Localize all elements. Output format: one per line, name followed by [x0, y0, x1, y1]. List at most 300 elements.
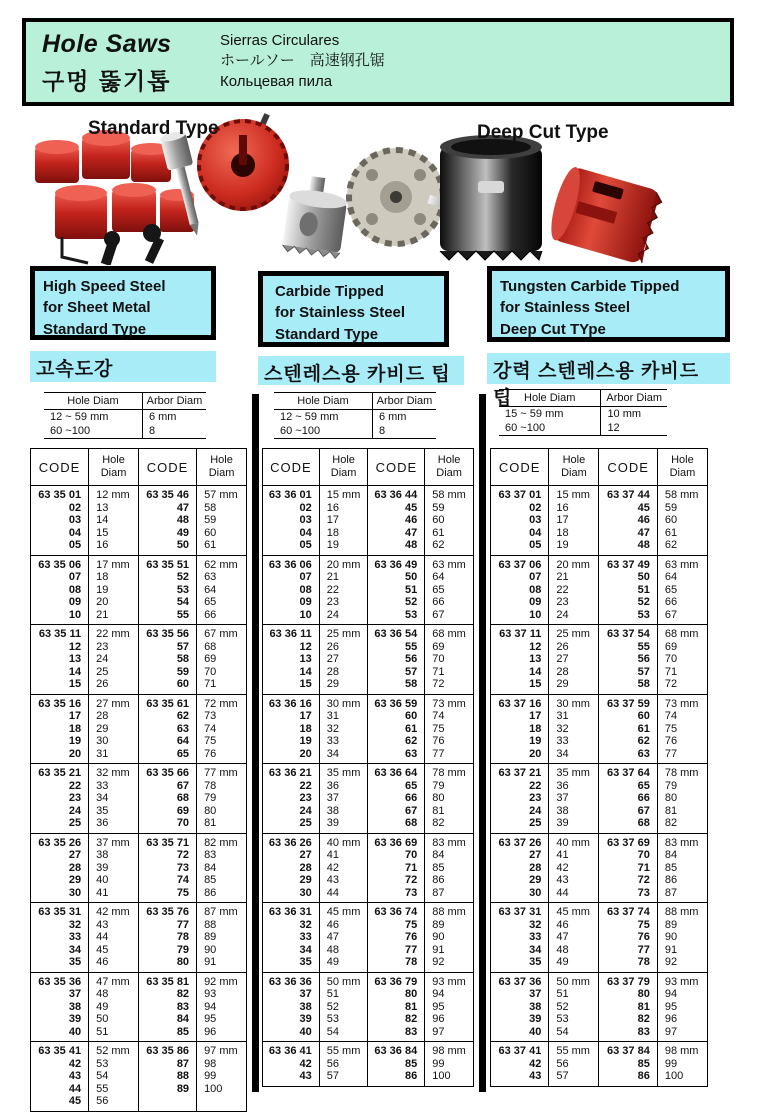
code-cell: 15 — [529, 678, 542, 690]
diam-cell: 6 mm — [372, 410, 436, 425]
table-row — [31, 1042, 247, 1058]
table-row — [263, 862, 474, 875]
code-cell: 60 ~100 — [505, 422, 546, 434]
diam-cell: 46 — [549, 919, 599, 932]
header-row — [31, 449, 247, 486]
code-cell: 10 — [68, 608, 82, 621]
code-cell: 83 — [138, 1001, 196, 1014]
section-subtitle-korean: 강력 스텐레스용 카비드 팁 — [487, 353, 730, 384]
table-row — [491, 514, 708, 527]
column-header: Arbor Diam — [142, 393, 206, 410]
code-cell: 82 — [368, 1013, 425, 1026]
table-group — [491, 486, 708, 556]
banner-titles — [26, 22, 202, 96]
diam-cell: 26 — [549, 641, 599, 654]
code-cell: 12 ~ 59 mm — [50, 411, 109, 423]
table-row — [31, 514, 247, 527]
code-cell: 70 — [138, 817, 196, 833]
standard-type-label: Standard Type — [88, 118, 219, 139]
code-cell: 63 36 06 — [268, 558, 312, 571]
code-cell: 73 — [138, 862, 196, 875]
table-row — [491, 694, 708, 710]
code-cell: 49 — [138, 527, 196, 540]
code-cell: 63 35 66 — [138, 764, 196, 780]
code-cell: 42 — [68, 1057, 82, 1070]
diam-cell: 37 mm — [89, 833, 139, 849]
diam-cell: 10 mm — [601, 407, 667, 422]
table-group — [263, 833, 474, 903]
table-row — [31, 1013, 247, 1026]
diam-cell: 67 mm — [197, 625, 247, 641]
table-row — [31, 1026, 247, 1042]
table-row — [263, 805, 474, 818]
code-cell: 22 — [529, 779, 542, 792]
table-row — [491, 571, 708, 584]
column-divider-bar — [479, 394, 486, 1092]
table-group — [44, 410, 206, 439]
table-row — [31, 956, 247, 972]
diam-cell: 16 — [89, 539, 139, 555]
table-row — [31, 596, 247, 609]
table-row — [491, 874, 708, 887]
code-cell: 73 — [368, 887, 425, 903]
code-cell: 38 — [68, 1000, 82, 1013]
table-row — [491, 539, 708, 555]
table-group — [31, 625, 247, 695]
section-subtitle-korean: 고속도강 — [30, 351, 216, 382]
code-cell: 77 — [138, 919, 196, 932]
diam-cell: 27 — [549, 653, 599, 666]
table-row — [31, 625, 247, 641]
diam-cell: 38 — [89, 849, 139, 862]
diam-cell: 43 — [319, 874, 368, 887]
code-cell: 32 — [68, 918, 82, 931]
code-cell: 71 — [368, 862, 425, 875]
table-row — [263, 666, 474, 679]
diam-cell: 39 — [89, 862, 139, 875]
table-row — [491, 1013, 708, 1026]
diam-cell: 41 — [89, 887, 139, 903]
code-cell: 84 — [138, 1013, 196, 1026]
code-cell: 81 — [599, 1001, 657, 1014]
code-cell: 46 — [368, 514, 425, 527]
header-row — [44, 393, 206, 410]
diam-cell: 100 — [657, 1070, 707, 1086]
diam-cell: 95 — [197, 1013, 247, 1026]
code-cell: 68 — [368, 817, 425, 833]
code-cell: 47 — [138, 502, 196, 515]
table-row — [31, 678, 247, 694]
code-cell: 29 — [299, 874, 312, 886]
code-cell: 38 — [529, 1000, 542, 1013]
table-row — [491, 555, 708, 571]
diam-cell: 59 — [425, 502, 474, 515]
table-group — [491, 694, 708, 764]
code-cell: 63 35 71 — [138, 833, 196, 849]
diam-cell: 29 — [89, 723, 139, 736]
code-cell: 58 — [368, 678, 425, 694]
code-cell: 32 — [299, 918, 312, 931]
diam-cell: 28 — [89, 710, 139, 723]
code-table-tungsten-carbide — [490, 448, 708, 1087]
diam-cell: 25 mm — [319, 625, 368, 641]
code-cell: 65 — [138, 748, 196, 764]
code-cell: 35 — [529, 956, 542, 968]
diam-cell: 68 mm — [425, 625, 474, 641]
diam-cell: 79 — [425, 780, 474, 793]
code-cell: 63 37 06 — [498, 558, 542, 571]
diam-cell: 29 — [319, 678, 368, 694]
diam-cell: 85 — [197, 874, 247, 887]
diam-cell: 36 — [319, 780, 368, 793]
code-cell: 79 — [138, 944, 196, 957]
diam-cell: 92 — [425, 956, 474, 972]
code-cell: 80 — [599, 988, 657, 1001]
column-header: CODE — [31, 449, 89, 486]
table-row — [31, 833, 247, 849]
diam-cell: 14 — [89, 514, 139, 527]
diam-cell: 80 — [425, 792, 474, 805]
table-row — [44, 410, 206, 425]
diam-cell: 92 mm — [197, 972, 247, 988]
diam-cell: 15 mm — [549, 486, 599, 502]
diam-cell: 91 — [425, 944, 474, 957]
diam-cell: 97 — [425, 1026, 474, 1042]
column-header: Hole Diam — [425, 449, 474, 486]
code-cell: 63 37 44 — [599, 486, 657, 502]
table-row — [263, 694, 474, 710]
diam-cell: 61 — [657, 527, 707, 540]
diam-cell: 6 mm — [142, 410, 206, 425]
diam-cell: 80 — [657, 792, 707, 805]
code-cell: 58 — [599, 678, 657, 694]
table-row — [31, 780, 247, 793]
diam-cell: 95 — [657, 1001, 707, 1014]
diam-cell: 34 — [89, 792, 139, 805]
diam-cell: 64 — [657, 571, 707, 584]
code-cell: 63 37 36 — [498, 975, 542, 988]
code-cell: 50 — [138, 539, 196, 555]
code-cell: 03 — [68, 514, 82, 526]
code-cell: 63 36 36 — [268, 975, 312, 988]
diam-cell: 30 — [89, 735, 139, 748]
table-group — [263, 903, 474, 973]
column-header: CODE — [368, 449, 425, 486]
code-cell: 07 — [68, 571, 82, 583]
section-title-line: Deep Cut TYpe — [500, 320, 606, 338]
code-cell: 02 — [299, 501, 312, 514]
diam-cell: 44 — [549, 887, 599, 903]
arbor-spec-table — [274, 392, 436, 439]
diam-cell: 70 — [425, 653, 474, 666]
diam-cell: 94 — [197, 1001, 247, 1014]
diam-cell: 30 mm — [549, 694, 599, 710]
diam-cell: 78 mm — [657, 764, 707, 780]
code-cell: 57 — [138, 641, 196, 654]
deep-cut-type-label: Deep Cut Type — [477, 122, 609, 143]
code-cell: 52 — [138, 571, 196, 584]
diam-cell: 84 — [425, 849, 474, 862]
header-row — [491, 449, 708, 486]
code-cell: 50 — [368, 571, 425, 584]
diam-cell: 55 — [89, 1083, 139, 1096]
diam-cell: 90 — [425, 931, 474, 944]
table-row — [491, 584, 708, 597]
table-row — [491, 625, 708, 641]
section-title-high-speed-steel — [30, 266, 216, 340]
diam-cell: 22 mm — [89, 625, 139, 641]
code-cell: 47 — [599, 527, 657, 540]
table-row — [31, 1058, 247, 1071]
code-cell: 56 — [599, 653, 657, 666]
diam-cell: 69 — [657, 641, 707, 654]
table-group — [31, 694, 247, 764]
diam-cell: 72 — [657, 678, 707, 694]
diam-cell: 85 — [657, 862, 707, 875]
code-cell: 62 — [368, 735, 425, 748]
code-cell: 63 37 49 — [599, 555, 657, 571]
code-cell: 10 — [299, 608, 312, 621]
code-cell: 28 — [529, 861, 542, 874]
code-cell: 63 36 69 — [368, 833, 425, 849]
diam-cell: 49 — [319, 956, 368, 972]
page-title: Hole Saws — [42, 30, 172, 58]
table-row — [263, 780, 474, 793]
table-group — [274, 410, 436, 439]
code-cell: 63 37 01 — [498, 489, 542, 501]
header-row — [263, 449, 474, 486]
column-header: Hole Diam — [89, 449, 139, 486]
code-cell: 13 — [68, 653, 82, 665]
table-row — [263, 571, 474, 584]
diam-cell: 59 — [197, 514, 247, 527]
table-row — [263, 1013, 474, 1026]
code-cell: 09 — [529, 596, 542, 608]
table-row — [263, 1070, 474, 1086]
diam-cell: 99 — [425, 1058, 474, 1071]
table-row — [263, 988, 474, 1001]
code-cell: 63 35 01 — [38, 489, 82, 501]
code-cell: 63 36 49 — [368, 555, 425, 571]
diam-cell: 39 — [549, 817, 599, 833]
section-title-line: for Stainless Steel — [500, 299, 631, 317]
code-cell: 02 — [68, 501, 82, 514]
code-cell: 24 — [529, 804, 542, 817]
table-row — [263, 514, 474, 527]
code-cell: 33 — [68, 931, 82, 943]
code-cell: 25 — [68, 817, 82, 829]
code-cell: 63 35 06 — [38, 558, 82, 571]
code-cell: 63 36 54 — [368, 625, 425, 641]
code-cell: 20 — [299, 747, 312, 760]
diam-cell: 77 mm — [197, 764, 247, 780]
code-cell: 17 — [68, 710, 82, 722]
diam-cell: 90 — [197, 944, 247, 957]
diam-cell: 42 — [549, 862, 599, 875]
diam-cell: 23 — [549, 596, 599, 609]
diam-cell: 21 — [319, 571, 368, 584]
diam-cell: 71 — [425, 666, 474, 679]
diam-cell: 21 — [89, 609, 139, 625]
code-cell: 63 37 41 — [498, 1045, 542, 1057]
diam-cell: 51 — [89, 1026, 139, 1042]
diam-cell: 26 — [89, 678, 139, 694]
diam-cell: 48 — [549, 944, 599, 957]
table-row — [31, 555, 247, 571]
code-cell: 09 — [299, 596, 312, 608]
code-cell: 63 36 16 — [268, 697, 312, 710]
diam-cell: 94 — [425, 988, 474, 1001]
code-cell: 30 — [299, 886, 312, 899]
code-cell: 60 — [138, 678, 196, 694]
section-subtitle-korean: 스텐레스용 카비드 팁 — [258, 356, 464, 385]
code-cell: 71 — [599, 862, 657, 875]
diam-cell: 64 — [197, 584, 247, 597]
diam-cell: 73 mm — [657, 694, 707, 710]
diam-cell: 40 — [89, 874, 139, 887]
column-header: Hole Diam — [197, 449, 247, 486]
code-cell: 35 — [68, 956, 82, 968]
code-cell: 48 — [599, 539, 657, 555]
diam-cell: 33 — [549, 735, 599, 748]
arbor-spec-table — [499, 389, 667, 436]
table-row — [31, 862, 247, 875]
column-header: Hole Diam — [657, 449, 707, 486]
table-row — [491, 849, 708, 862]
code-cell: 63 37 79 — [599, 972, 657, 988]
table-row — [491, 1070, 708, 1086]
table-group — [263, 486, 474, 556]
code-cell: 12 ~ 59 mm — [280, 411, 339, 423]
diam-cell: 89 — [425, 919, 474, 932]
code-cell: 82 — [599, 1013, 657, 1026]
code-cell: 63 37 21 — [498, 767, 542, 779]
code-cell: 60 — [599, 710, 657, 723]
table-group — [31, 972, 247, 1042]
diam-cell: 65 — [197, 596, 247, 609]
table-row — [31, 1095, 247, 1111]
diam-cell: 22 — [319, 584, 368, 597]
diam-cell: 42 — [319, 862, 368, 875]
table-group — [263, 625, 474, 695]
code-cell: 66 — [368, 792, 425, 805]
table-row — [263, 919, 474, 932]
code-cell: 63 37 84 — [599, 1042, 657, 1058]
table-row — [31, 1001, 247, 1014]
page-title-korean: 구멍 뚫기톱 — [42, 68, 172, 94]
code-cell: 05 — [68, 539, 82, 551]
diam-cell: 71 — [657, 666, 707, 679]
diam-cell: 51 — [549, 988, 599, 1001]
code-cell: 17 — [529, 710, 542, 722]
diam-cell: 75 — [657, 723, 707, 736]
diam-cell: 20 — [89, 596, 139, 609]
table-row — [491, 1058, 708, 1071]
diam-cell: 19 — [319, 539, 368, 555]
code-cell: 63 37 74 — [599, 903, 657, 919]
diam-cell: 8 — [142, 424, 206, 439]
diam-cell: 87 mm — [197, 903, 247, 919]
code-cell: 46 — [599, 514, 657, 527]
diam-cell: 79 — [657, 780, 707, 793]
table-row — [491, 919, 708, 932]
code-cell: 63 37 59 — [599, 694, 657, 710]
code-cell: 42 — [529, 1057, 542, 1070]
code-cell: 34 — [529, 943, 542, 956]
diam-cell: 74 — [657, 710, 707, 723]
diam-cell: 50 mm — [549, 972, 599, 988]
code-cell: 37 — [299, 988, 312, 1000]
diam-cell: 32 — [319, 723, 368, 736]
table-row — [263, 972, 474, 988]
diam-cell: 54 — [319, 1026, 368, 1042]
code-cell: 57 — [599, 666, 657, 679]
code-cell: 19 — [299, 735, 312, 747]
code-cell: 69 — [138, 805, 196, 818]
code-cell: 22 — [299, 779, 312, 792]
code-cell: 76 — [599, 931, 657, 944]
column-header: Arbor Diam — [372, 393, 436, 410]
code-cell: 40 — [529, 1025, 542, 1038]
section-title-line: Carbide Tipped — [275, 283, 384, 300]
section-title-tungsten-carbide — [487, 266, 730, 342]
diam-cell: 56 — [549, 1058, 599, 1071]
diam-cell: 33 — [89, 780, 139, 793]
table-group — [31, 555, 247, 625]
code-cell: 08 — [68, 583, 82, 596]
code-cell: 12 — [529, 640, 542, 653]
section-title-line: for Stainless Steel — [275, 304, 406, 322]
code-cell: 30 — [529, 886, 542, 899]
table-row — [31, 764, 247, 780]
diam-cell: 15 mm — [319, 486, 368, 502]
code-cell: 44 — [68, 1082, 82, 1095]
code-table-high-speed-steel — [30, 448, 247, 1112]
code-cell: 86 — [368, 1070, 425, 1086]
diam-cell: 82 mm — [197, 833, 247, 849]
code-cell: 63 37 16 — [498, 697, 542, 710]
code-cell: 63 36 26 — [268, 836, 312, 849]
code-cell: 78 — [138, 931, 196, 944]
code-cell: 63 35 41 — [38, 1045, 82, 1057]
code-cell: 04 — [68, 526, 82, 539]
code-cell: 51 — [599, 584, 657, 597]
code-cell: 72 — [138, 849, 196, 862]
diam-cell: 48 — [89, 988, 139, 1001]
code-cell: 52 — [599, 596, 657, 609]
table-row — [263, 502, 474, 515]
table-row — [491, 748, 708, 764]
code-cell: 45 — [599, 502, 657, 515]
diam-cell: 57 — [319, 1070, 368, 1086]
column-header: CODE — [599, 449, 657, 486]
table-group — [491, 833, 708, 903]
table-row — [31, 502, 247, 515]
diam-cell: 52 mm — [89, 1042, 139, 1058]
table-row — [263, 555, 474, 571]
table-group — [31, 1042, 247, 1112]
diam-cell — [197, 1095, 247, 1111]
table-row — [263, 887, 474, 903]
diam-cell: 27 — [319, 653, 368, 666]
code-cell: 25 — [299, 817, 312, 829]
diam-cell: 96 — [425, 1013, 474, 1026]
diam-cell: 63 mm — [657, 555, 707, 571]
code-cell: 62 — [599, 735, 657, 748]
diam-cell: 22 — [549, 584, 599, 597]
diam-cell: 52 — [549, 1001, 599, 1014]
code-cell: 58 — [138, 653, 196, 666]
